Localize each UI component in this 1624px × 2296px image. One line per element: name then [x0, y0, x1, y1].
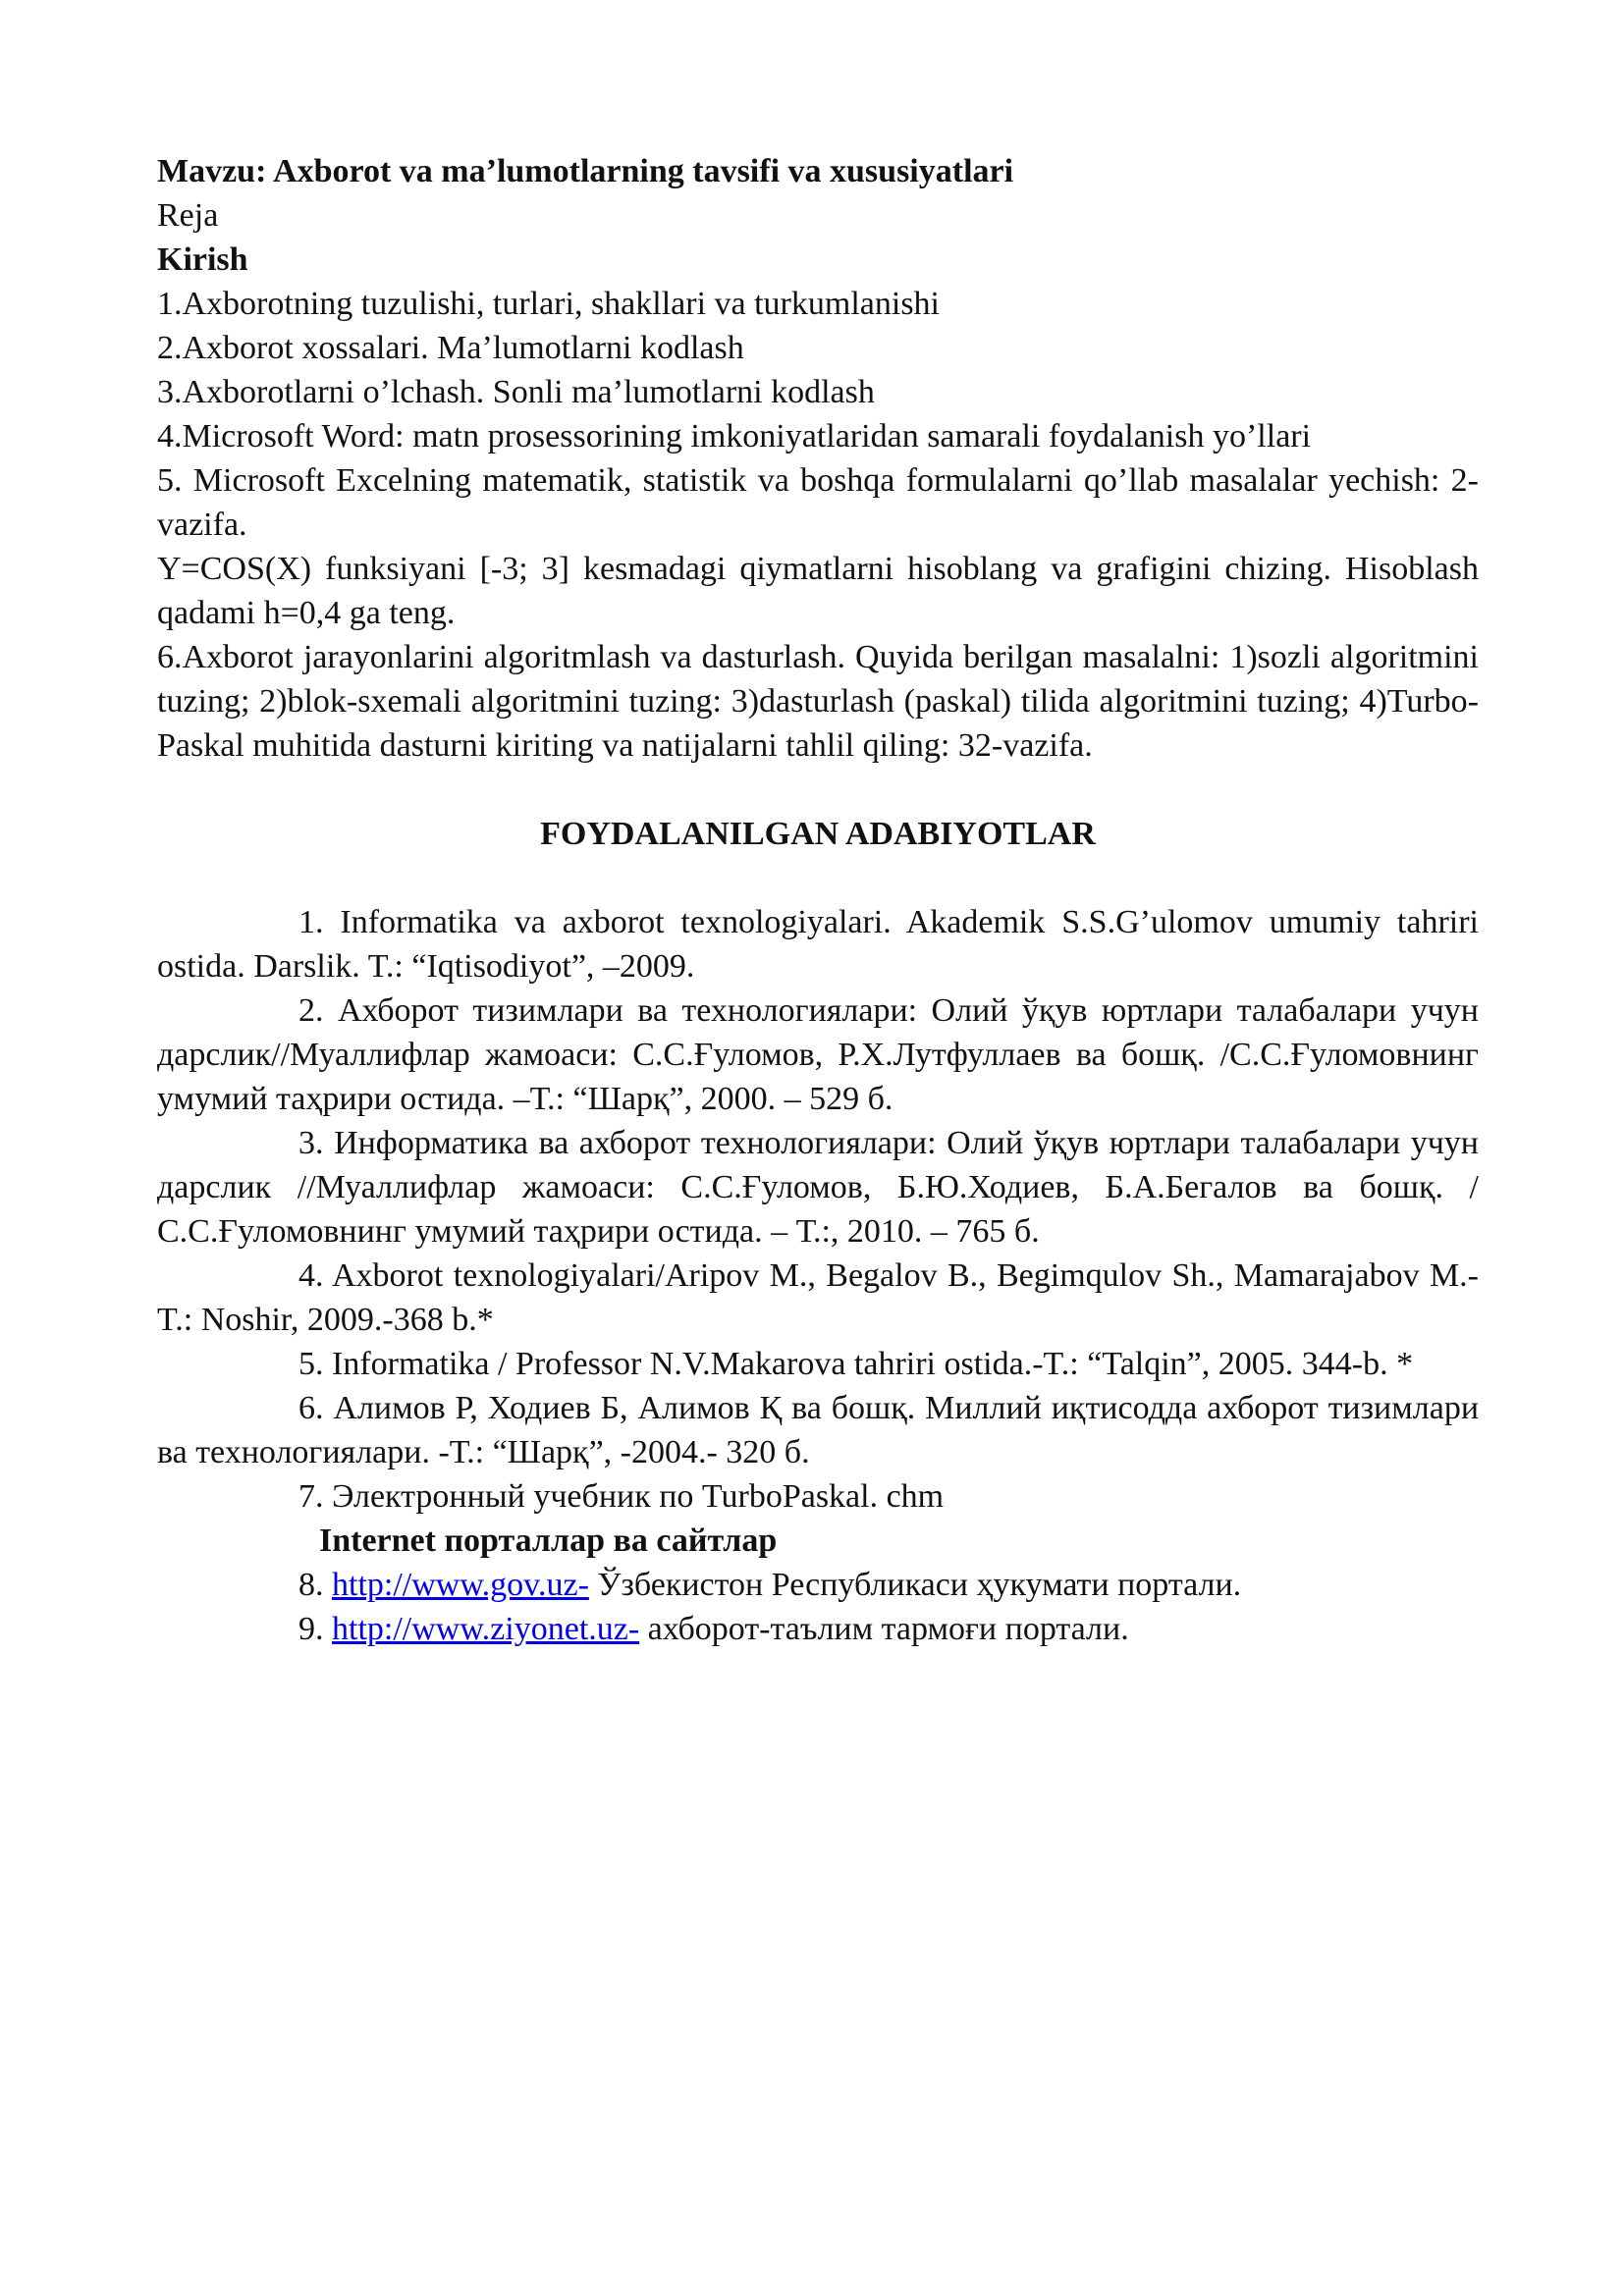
reference-text: Информатика ва ахборот технологиялари: Олий ўқув юртлари талабалари учун дарслик //Муаллифлар жамоаси: С.С.Ғуломов, Б.Ю.Ходиев, Б.А.Бегалов ва бошқ. / С.С.Ғуломовнинг умумий таҳрири остида. – Т.:, 2010. – 765 б.: [157, 1125, 1479, 1250]
reference-number: 7.: [298, 1478, 324, 1515]
document-title: Mavzu: Axborot va ma’lumotlarning tavsifi va xususiyatlari: [157, 153, 1014, 189]
plan-item: 6.Axborot jarayonlarini algoritmlash va dasturlash. Quyida berilgan masalalni: 1)sozli algoritmini tuzing; 2)blok-sxemali algoritmini tuzing: 3)dasturlash (paskal) tilida algoritmini tuzing; 4)Turbo-Paskal muhitida dasturni kiriting va natijalarni tahlil qiling: 32-vazifa.: [157, 639, 1479, 764]
reference-text: Электронный учебник по TurboPaskal. chm: [332, 1478, 945, 1515]
reference-item: [157, 1474, 1479, 1519]
plan-item: 4.Microsoft Word: matn prosessorining imkoniyatlaridan samarali foydalanish yo’llari: [157, 418, 1312, 454]
reference-item: [157, 988, 1479, 1121]
plan-label: Reja: [157, 197, 219, 234]
internet-link-item: [157, 1563, 1479, 1607]
reference-text: Informatika / Professor N.V.Makarova tahriri ostida.-T.: “Talqin”, 2005. 344-b. *: [332, 1346, 1414, 1382]
reference-number: 2.: [298, 992, 324, 1029]
plan-item-task-description: Y=COS(X) funksiyani [-3; 3] kesmadagi qiymatlarni hisoblang va grafigini chizing. Hisoblash qadami h=0,4 ga teng.: [157, 551, 1479, 631]
gov-portal-link[interactable]: http://www.gov.uz-: [332, 1567, 589, 1603]
reference-text: Алимов Р, Ходиев Б, Алимов Қ ва бошқ. Миллий иқтисодда ахборот тизимлари ва технологиялари. -Т.: “Шарқ”, -2004.- 320 б.: [157, 1390, 1480, 1470]
reference-number: 3.: [298, 1125, 324, 1161]
reference-number: 8.: [298, 1567, 324, 1603]
intro-label: Kirish: [157, 241, 248, 278]
reference-number: 5.: [298, 1346, 324, 1382]
plan-item: 2.Axborot xossalari. Ma’lumotlarni kodlash: [157, 330, 744, 366]
reference-number: 1.: [298, 904, 324, 940]
reference-item: [157, 1254, 1479, 1342]
internet-heading: Internet порталлар ва сайтлар: [319, 1522, 778, 1559]
reference-text: Informatika va axborot texnologiyalari. Akademik S.S.G’ulomov umumiy tahriri ostida. Darslik. T.: “Iqtisodiyot”, –2009.: [157, 904, 1480, 985]
reference-item: [157, 1386, 1479, 1474]
document-content: [157, 149, 1479, 1651]
plan-item: 1.Axborotning tuzulishi, turlari, shakllari va turkumlanishi: [157, 286, 940, 322]
references-heading: FOYDALANILGAN ADABIYOTLAR: [540, 816, 1096, 852]
ziyonet-portal-link[interactable]: http://www.ziyonet.uz-: [332, 1611, 640, 1647]
reference-text: Axborot texnologiyalari/Aripov M., Begalov B., Begimqulov Sh., Mamarajabov M.-T.: Noshir, 2009.-368 b.*: [157, 1257, 1479, 1338]
reference-text: Ахборот тизимлари ва технологиялари: Олий ўқув юртлари талабалари учун дарслик//Муаллифлар жамоаси: С.С.Ғуломов, Р.Х.Лутфуллаев ва бошқ. /С.С.Ғуломовнинг умумий таҳрири остида. –Т.: “Шарқ”, 2000. – 529 б.: [157, 992, 1479, 1117]
reference-number: 6.: [298, 1390, 324, 1426]
reference-number: 9.: [298, 1611, 324, 1647]
plan-item: 3.Axborotlarni o’lchash. Sonli ma’lumotlarni kodlash: [157, 374, 875, 410]
reference-number: 4.: [298, 1257, 324, 1294]
plan-item: 5. Microsoft Excelning matematik, statistik va boshqa formulalarni qo’llab masalalar yechish: 2-vazifa.: [157, 462, 1479, 543]
link-description: Ўзбекистон Республикаси ҳукумати портали.: [588, 1567, 1242, 1603]
internet-link-item: [157, 1607, 1479, 1651]
reference-item: [157, 1121, 1479, 1254]
references-list: [157, 900, 1479, 1651]
link-description: ахборот-таълим тармоғи портали.: [639, 1611, 1129, 1647]
reference-item: [157, 900, 1479, 988]
reference-item: [157, 1342, 1479, 1386]
